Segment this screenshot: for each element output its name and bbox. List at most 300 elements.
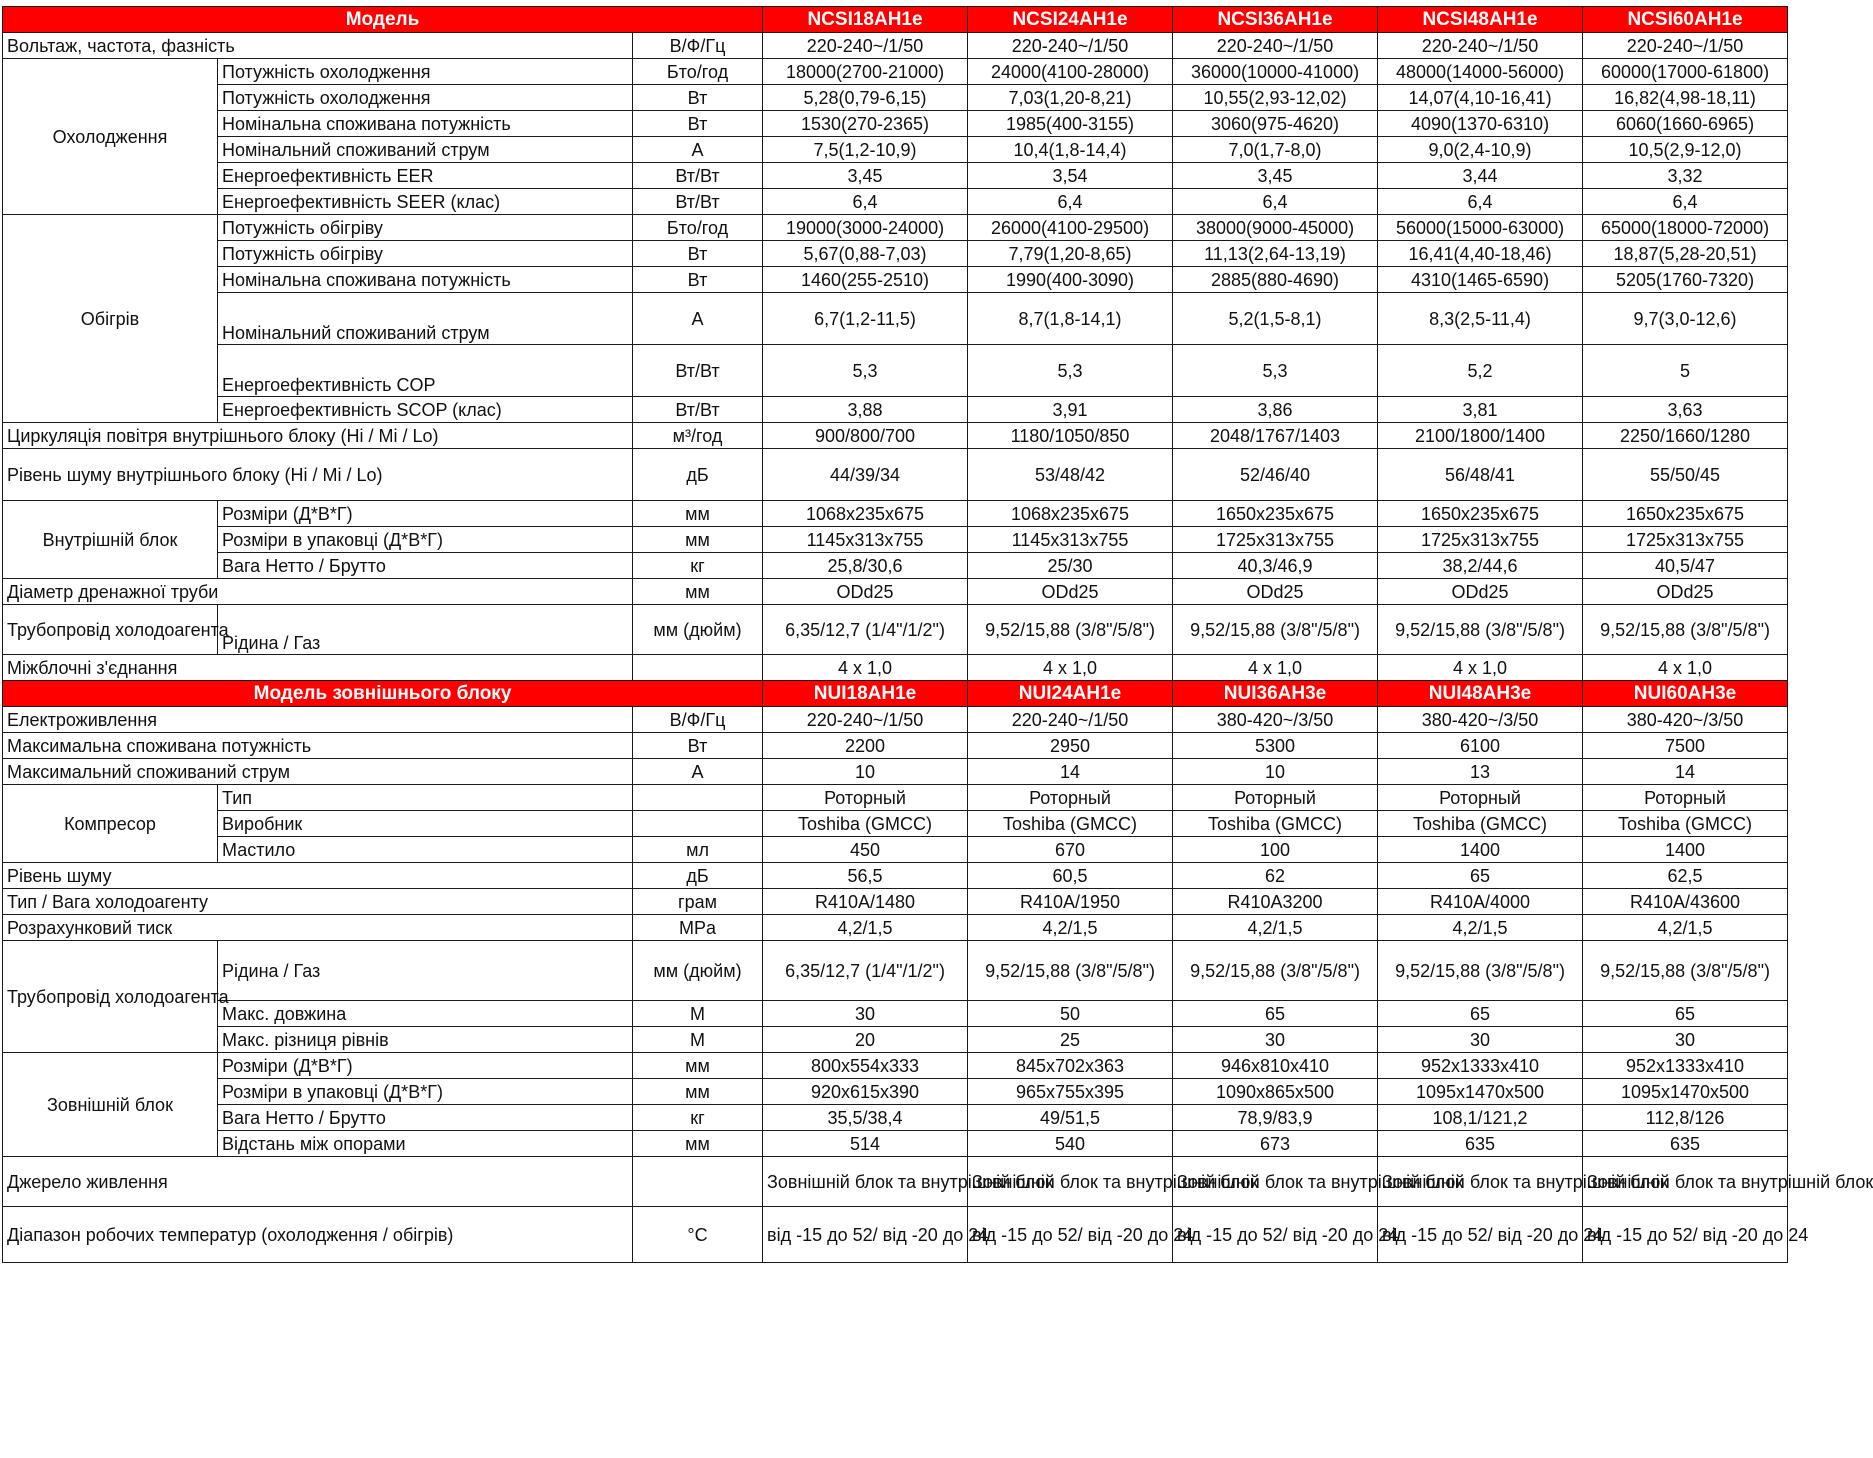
table-row bbox=[3, 1131, 1788, 1157]
cell-value: 36000(10000-41000) bbox=[1173, 59, 1378, 85]
cell-value: ODd25 bbox=[1583, 579, 1788, 605]
cell-value: 62,5 bbox=[1583, 863, 1788, 889]
cell-value: 9,7(3,0-12,6) bbox=[1583, 293, 1788, 345]
table-row bbox=[3, 553, 1788, 579]
row-unit: Вт/Вт bbox=[633, 163, 763, 189]
cell-value: 6,4 bbox=[763, 189, 968, 215]
cell-value: 4,2/1,5 bbox=[1173, 915, 1378, 941]
row-label: Потужність охолодження bbox=[218, 59, 633, 85]
cell-value: 220-240~/1/50 bbox=[968, 707, 1173, 733]
cell-value: 2100/1800/1400 bbox=[1378, 423, 1583, 449]
row-unit: °С bbox=[633, 1207, 763, 1263]
row-unit: Вт bbox=[633, 85, 763, 111]
row-label: Розрахунковий тиск bbox=[3, 915, 633, 941]
table-row bbox=[3, 733, 1788, 759]
cell-value: 2250/1660/1280 bbox=[1583, 423, 1788, 449]
row-label: Максимальна споживана потужність bbox=[3, 733, 633, 759]
specifications-table bbox=[2, 6, 1873, 1263]
cell-value: 1990(400-3090) bbox=[968, 267, 1173, 293]
cell-value: 965x755x395 bbox=[968, 1079, 1173, 1105]
cell-value: Зовнішній блок та внутрішній блок bbox=[968, 1157, 1173, 1207]
cell-value: 24000(4100-28000) bbox=[968, 59, 1173, 85]
cell-value: 4 x 1,0 bbox=[763, 655, 968, 681]
row-label: Номінальна споживана потужність bbox=[218, 111, 633, 137]
cell-value: 10,5(2,9-12,0) bbox=[1583, 137, 1788, 163]
cell-value: 1400 bbox=[1378, 837, 1583, 863]
row-unit: Вт bbox=[633, 111, 763, 137]
model-name: NCSI36AH1e bbox=[1173, 7, 1378, 33]
cell-value: 5205(1760-7320) bbox=[1583, 267, 1788, 293]
cell-value: 25/30 bbox=[968, 553, 1173, 579]
cell-value: 2950 bbox=[968, 733, 1173, 759]
table-row bbox=[3, 501, 1788, 527]
table-row bbox=[3, 889, 1788, 915]
row-label: Рідина / Газ bbox=[218, 941, 633, 1001]
cell-value: 1095x1470x500 bbox=[1583, 1079, 1788, 1105]
cell-value: 4 x 1,0 bbox=[968, 655, 1173, 681]
cell-value: 6,35/12,7 (1/4"/1/2") bbox=[763, 605, 968, 655]
table-row bbox=[3, 1001, 1788, 1027]
cell-value: 5,3 bbox=[1173, 345, 1378, 397]
outdoor-model-header-title: Модель зовнішнього блоку bbox=[3, 681, 763, 707]
table-row bbox=[3, 33, 1788, 59]
cell-value: Зовнішній блок та внутрішній блок bbox=[1583, 1157, 1788, 1207]
cell-value: 2885(880-4690) bbox=[1173, 267, 1378, 293]
table-row bbox=[3, 1157, 1788, 1207]
cell-value: 2200 bbox=[763, 733, 968, 759]
cell-value: 44/39/34 bbox=[763, 449, 968, 501]
cell-value: 56,5 bbox=[763, 863, 968, 889]
cell-value: 3,45 bbox=[1173, 163, 1378, 189]
cell-value: 11,13(2,64-13,19) bbox=[1173, 241, 1378, 267]
row-unit: мм bbox=[633, 1053, 763, 1079]
cell-value: 56/48/41 bbox=[1378, 449, 1583, 501]
row-label: Мастило bbox=[218, 837, 633, 863]
cell-value: від -15 до 52/ від -20 до 24 bbox=[763, 1207, 968, 1263]
cell-value: 30 bbox=[1173, 1027, 1378, 1053]
cell-value: 9,52/15,88 (3/8"/5/8") bbox=[1378, 941, 1583, 1001]
cell-value: 1095x1470x500 bbox=[1378, 1079, 1583, 1105]
cell-value: 1650x235x675 bbox=[1173, 501, 1378, 527]
cell-value: 60,5 bbox=[968, 863, 1173, 889]
row-label: Виробник bbox=[218, 811, 633, 837]
cell-value: 5,3 bbox=[968, 345, 1173, 397]
cell-value: R410A3200 bbox=[1173, 889, 1378, 915]
row-unit: грам bbox=[633, 889, 763, 915]
cell-value: 1400 bbox=[1583, 837, 1788, 863]
cell-value: 380-420~/3/50 bbox=[1583, 707, 1788, 733]
cell-value: 900/800/700 bbox=[763, 423, 968, 449]
row-unit: А bbox=[633, 759, 763, 785]
row-label: Міжблочні з'єднання bbox=[3, 655, 633, 681]
cell-value: Зовнішній блок та внутрішній блок bbox=[763, 1157, 968, 1207]
cell-value: 65 bbox=[1378, 1001, 1583, 1027]
cell-value: 5,67(0,88-7,03) bbox=[763, 241, 968, 267]
table-row bbox=[3, 189, 1788, 215]
table-row bbox=[3, 915, 1788, 941]
row-unit: мм bbox=[633, 501, 763, 527]
cell-value: 2048/1767/1403 bbox=[1173, 423, 1378, 449]
cell-value: 65 bbox=[1583, 1001, 1788, 1027]
cell-value: 16,82(4,98-18,11) bbox=[1583, 85, 1788, 111]
group-label-outdoor-unit: Зовнішній блок bbox=[3, 1053, 218, 1157]
cell-value: 9,52/15,88 (3/8"/5/8") bbox=[1583, 605, 1788, 655]
cell-value: 9,52/15,88 (3/8"/5/8") bbox=[1173, 605, 1378, 655]
table-row bbox=[3, 811, 1788, 837]
table-row bbox=[3, 1027, 1788, 1053]
cell-value: 450 bbox=[763, 837, 968, 863]
cell-value: 20 bbox=[763, 1027, 968, 1053]
cell-value: 4 x 1,0 bbox=[1378, 655, 1583, 681]
row-unit: мм bbox=[633, 1079, 763, 1105]
table-row bbox=[3, 837, 1788, 863]
row-label: Потужність обігріву bbox=[218, 215, 633, 241]
cell-value: 6,4 bbox=[1173, 189, 1378, 215]
row-label: Вага Нетто / Брутто bbox=[218, 1105, 633, 1131]
cell-value: 540 bbox=[968, 1131, 1173, 1157]
table-row bbox=[3, 241, 1788, 267]
table-row bbox=[3, 527, 1788, 553]
cell-value: 920x615x390 bbox=[763, 1079, 968, 1105]
group-label-refrigerant-pipes: Трубопровід холодоагента bbox=[3, 941, 218, 1053]
cell-value: 9,52/15,88 (3/8"/5/8") bbox=[968, 941, 1173, 1001]
cell-value: від -15 до 52/ від -20 до 24 bbox=[1378, 1207, 1583, 1263]
cell-value: 1090x865x500 bbox=[1173, 1079, 1378, 1105]
table-row bbox=[3, 267, 1788, 293]
row-label: Розміри (Д*В*Г) bbox=[218, 501, 633, 527]
cell-value: 14,07(4,10-16,41) bbox=[1378, 85, 1583, 111]
cell-value: 1460(255-2510) bbox=[763, 267, 968, 293]
cell-value: від -15 до 52/ від -20 до 24 bbox=[1583, 1207, 1788, 1263]
cell-value: ODd25 bbox=[1173, 579, 1378, 605]
model-name: NUI18AH1e bbox=[763, 681, 968, 707]
row-label: Циркуляція повітря внутрішнього блоку (Hi / Mi / Lo) bbox=[3, 423, 633, 449]
cell-value: 52/46/40 bbox=[1173, 449, 1378, 501]
group-label-cooling: Охолодження bbox=[3, 59, 218, 215]
cell-value: 3,86 bbox=[1173, 397, 1378, 423]
cell-value: 9,52/15,88 (3/8"/5/8") bbox=[1378, 605, 1583, 655]
group-label-heating: Обігрів bbox=[3, 215, 218, 423]
row-label: Потужність охолодження bbox=[218, 85, 633, 111]
row-label: Вольтаж, частота, фазність bbox=[3, 33, 633, 59]
cell-value: 4090(1370-6310) bbox=[1378, 111, 1583, 137]
row-unit: дБ bbox=[633, 449, 763, 501]
table-row bbox=[3, 579, 1788, 605]
cell-value: 10,4(1,8-14,4) bbox=[968, 137, 1173, 163]
table-row bbox=[3, 1053, 1788, 1079]
cell-value: 50 bbox=[968, 1001, 1173, 1027]
cell-value: 108,1/121,2 bbox=[1378, 1105, 1583, 1131]
row-unit: MPa bbox=[633, 915, 763, 941]
cell-value: 5,28(0,79-6,15) bbox=[763, 85, 968, 111]
outdoor-model-header-row bbox=[3, 681, 1788, 707]
model-header-title: Модель bbox=[3, 7, 763, 33]
cell-value: 4 x 1,0 bbox=[1173, 655, 1378, 681]
cell-value: 3,91 bbox=[968, 397, 1173, 423]
cell-value: 100 bbox=[1173, 837, 1378, 863]
cell-value: 7,79(1,20-8,65) bbox=[968, 241, 1173, 267]
cell-value: 635 bbox=[1378, 1131, 1583, 1157]
cell-value: 380-420~/3/50 bbox=[1378, 707, 1583, 733]
table-row bbox=[3, 1207, 1788, 1263]
row-unit: мм bbox=[633, 1131, 763, 1157]
indoor-model-header-row bbox=[3, 7, 1788, 33]
row-label: Розміри (Д*В*Г) bbox=[218, 1053, 633, 1079]
cell-value: 4,2/1,5 bbox=[968, 915, 1173, 941]
cell-value: 6,4 bbox=[1378, 189, 1583, 215]
cell-value: 13 bbox=[1378, 759, 1583, 785]
model-name: NCSI48AH1e bbox=[1378, 7, 1583, 33]
cell-value: ODd25 bbox=[763, 579, 968, 605]
cell-value: 7,5(1,2-10,9) bbox=[763, 137, 968, 163]
row-unit: В/Ф/Гц bbox=[633, 33, 763, 59]
row-label: Розміри в упаковці (Д*В*Г) bbox=[218, 1079, 633, 1105]
cell-value: 4,2/1,5 bbox=[1378, 915, 1583, 941]
cell-value: 60000(17000-61800) bbox=[1583, 59, 1788, 85]
row-unit: В/Ф/Гц bbox=[633, 707, 763, 733]
group-label-compressor: Компресор bbox=[3, 785, 218, 863]
cell-value: 19000(3000-24000) bbox=[763, 215, 968, 241]
row-unit bbox=[633, 811, 763, 837]
table-row bbox=[3, 59, 1788, 85]
cell-value: 5 bbox=[1583, 345, 1788, 397]
cell-value: 53/48/42 bbox=[968, 449, 1173, 501]
cell-value: 9,52/15,88 (3/8"/5/8") bbox=[1173, 941, 1378, 1001]
row-label: Тип bbox=[218, 785, 633, 811]
cell-value: 30 bbox=[763, 1001, 968, 1027]
cell-value: 6100 bbox=[1378, 733, 1583, 759]
cell-value: 5,2 bbox=[1378, 345, 1583, 397]
row-unit: А bbox=[633, 293, 763, 345]
row-unit: Вт/Вт bbox=[633, 397, 763, 423]
row-label: Рівень шуму bbox=[3, 863, 633, 889]
row-label: Вага Нетто / Брутто bbox=[218, 553, 633, 579]
cell-value: 1530(270-2365) bbox=[763, 111, 968, 137]
table-row bbox=[3, 1105, 1788, 1131]
cell-value: 30 bbox=[1378, 1027, 1583, 1053]
cell-value: R410A/1950 bbox=[968, 889, 1173, 915]
model-name: NCSI24AH1e bbox=[968, 7, 1173, 33]
cell-value: 5,2(1,5-8,1) bbox=[1173, 293, 1378, 345]
cell-value: 220-240~/1/50 bbox=[1173, 33, 1378, 59]
cell-value: 9,52/15,88 (3/8"/5/8") bbox=[968, 605, 1173, 655]
row-label: Енергоефективність COP bbox=[218, 345, 633, 397]
cell-value: 220-240~/1/50 bbox=[968, 33, 1173, 59]
table-row bbox=[3, 423, 1788, 449]
model-name: NCSI60AH1e bbox=[1583, 7, 1788, 33]
model-name: NUI48AH3e bbox=[1378, 681, 1583, 707]
cell-value: 3060(975-4620) bbox=[1173, 111, 1378, 137]
spec-sheet bbox=[2, 6, 1873, 1263]
cell-value: 6060(1660-6965) bbox=[1583, 111, 1788, 137]
cell-value: 800x554x333 bbox=[763, 1053, 968, 1079]
row-label: Енергоефективність SEER (клас) bbox=[218, 189, 633, 215]
cell-value: 4,2/1,5 bbox=[763, 915, 968, 941]
model-name: NUI36AH3e bbox=[1173, 681, 1378, 707]
cell-value: Роторный bbox=[1378, 785, 1583, 811]
row-label: Номінальна споживана потужність bbox=[218, 267, 633, 293]
cell-value: 220-240~/1/50 bbox=[763, 33, 968, 59]
row-unit: А bbox=[633, 137, 763, 163]
cell-value: 1650x235x675 bbox=[1378, 501, 1583, 527]
cell-value: 78,9/83,9 bbox=[1173, 1105, 1378, 1131]
cell-value: 56000(15000-63000) bbox=[1378, 215, 1583, 241]
row-unit: мм bbox=[633, 579, 763, 605]
row-label: Номінальний споживаний струм bbox=[218, 137, 633, 163]
row-label: Тип / Вага холодоагенту bbox=[3, 889, 633, 915]
cell-value: 3,54 bbox=[968, 163, 1173, 189]
table-row bbox=[3, 605, 1788, 655]
cell-value: 4 x 1,0 bbox=[1583, 655, 1788, 681]
table-row bbox=[3, 345, 1788, 397]
cell-value: 3,81 bbox=[1378, 397, 1583, 423]
cell-value: 65 bbox=[1378, 863, 1583, 889]
group-label-refrigerant-pipes: Трубопровід холодоагента bbox=[3, 605, 218, 655]
cell-value: Роторный bbox=[1173, 785, 1378, 811]
cell-value: 40,3/46,9 bbox=[1173, 553, 1378, 579]
row-unit: Вт bbox=[633, 733, 763, 759]
cell-value: 1180/1050/850 bbox=[968, 423, 1173, 449]
row-label: Макс. довжина bbox=[218, 1001, 633, 1027]
row-unit bbox=[633, 655, 763, 681]
cell-value: 635 bbox=[1583, 1131, 1788, 1157]
row-label: Розміри в упаковці (Д*В*Г) bbox=[218, 527, 633, 553]
cell-value: Зовнішній блок та внутрішній блок bbox=[1378, 1157, 1583, 1207]
cell-value: 26000(4100-29500) bbox=[968, 215, 1173, 241]
cell-value: 10 bbox=[1173, 759, 1378, 785]
cell-value: 1725x313x755 bbox=[1378, 527, 1583, 553]
table-row bbox=[3, 655, 1788, 681]
cell-value: Зовнішній блок та внутрішній блок bbox=[1173, 1157, 1378, 1207]
cell-value: 9,52/15,88 (3/8"/5/8") bbox=[1583, 941, 1788, 1001]
cell-value: 8,3(2,5-11,4) bbox=[1378, 293, 1583, 345]
cell-value: 10 bbox=[763, 759, 968, 785]
cell-value: 55/50/45 bbox=[1583, 449, 1788, 501]
cell-value: від -15 до 52/ від -20 до 24 bbox=[968, 1207, 1173, 1263]
cell-value: 3,63 bbox=[1583, 397, 1788, 423]
row-label: Енергоефективність EER bbox=[218, 163, 633, 189]
row-label: Номінальний споживаний струм bbox=[218, 293, 633, 345]
row-unit: М bbox=[633, 1027, 763, 1053]
cell-value: від -15 до 52/ від -20 до 24 bbox=[1173, 1207, 1378, 1263]
cell-value: Toshiba (GMCC) bbox=[968, 811, 1173, 837]
table-row bbox=[3, 137, 1788, 163]
cell-value: 62 bbox=[1173, 863, 1378, 889]
table-row bbox=[3, 163, 1788, 189]
cell-value: 6,4 bbox=[1583, 189, 1788, 215]
cell-value: 6,4 bbox=[968, 189, 1173, 215]
row-unit: кг bbox=[633, 553, 763, 579]
row-label: Діаметр дренажної труби bbox=[3, 579, 633, 605]
table-row bbox=[3, 215, 1788, 241]
cell-value: ODd25 bbox=[1378, 579, 1583, 605]
cell-value: 35,5/38,4 bbox=[763, 1105, 968, 1131]
cell-value: 65000(18000-72000) bbox=[1583, 215, 1788, 241]
table-row bbox=[3, 707, 1788, 733]
cell-value: 65 bbox=[1173, 1001, 1378, 1027]
row-label: Енергоефективність SCOP (клас) bbox=[218, 397, 633, 423]
cell-value: 25 bbox=[968, 1027, 1173, 1053]
cell-value: 1985(400-3155) bbox=[968, 111, 1173, 137]
row-unit: Бто/год bbox=[633, 215, 763, 241]
cell-value: 49/51,5 bbox=[968, 1105, 1173, 1131]
model-name: NCSI18AH1e bbox=[763, 7, 968, 33]
row-unit: мм (дюйм) bbox=[633, 605, 763, 655]
cell-value: 4310(1465-6590) bbox=[1378, 267, 1583, 293]
row-label: Діапазон робочих температур (охолодження / обігрів) bbox=[3, 1207, 633, 1263]
cell-value: 946x810x410 bbox=[1173, 1053, 1378, 1079]
cell-value: 1068x235x675 bbox=[763, 501, 968, 527]
table-row bbox=[3, 111, 1788, 137]
row-label: Максимальний споживаний струм bbox=[3, 759, 633, 785]
row-label: Відстань між опорами bbox=[218, 1131, 633, 1157]
table-row bbox=[3, 293, 1788, 345]
table-row bbox=[3, 941, 1788, 1001]
row-unit: кг bbox=[633, 1105, 763, 1131]
table-row bbox=[3, 863, 1788, 889]
cell-value: 673 bbox=[1173, 1131, 1378, 1157]
row-label: Електроживлення bbox=[3, 707, 633, 733]
cell-value: Toshiba (GMCC) bbox=[763, 811, 968, 837]
cell-value: Toshiba (GMCC) bbox=[1583, 811, 1788, 837]
cell-value: 1145x313x755 bbox=[968, 527, 1173, 553]
group-label-indoor-unit: Внутрішній блок bbox=[3, 501, 218, 579]
row-unit bbox=[633, 1157, 763, 1207]
row-unit: мл bbox=[633, 837, 763, 863]
table-row bbox=[3, 85, 1788, 111]
row-unit: Бто/год bbox=[633, 59, 763, 85]
cell-value: 38000(9000-45000) bbox=[1173, 215, 1378, 241]
cell-value: 14 bbox=[1583, 759, 1788, 785]
row-label: Джерело живлення bbox=[3, 1157, 633, 1207]
cell-value: Toshiba (GMCC) bbox=[1378, 811, 1583, 837]
row-unit bbox=[633, 785, 763, 811]
cell-value: 48000(14000-56000) bbox=[1378, 59, 1583, 85]
cell-value: 3,32 bbox=[1583, 163, 1788, 189]
cell-value: 952x1333x410 bbox=[1583, 1053, 1788, 1079]
cell-value: Toshiba (GMCC) bbox=[1173, 811, 1378, 837]
row-unit: мм bbox=[633, 527, 763, 553]
row-label: Рівень шуму внутрішнього блоку (Hi / Mi / Lo) bbox=[3, 449, 633, 501]
cell-value: R410A/43600 bbox=[1583, 889, 1788, 915]
cell-value: 3,88 bbox=[763, 397, 968, 423]
row-label: Макс. різниця рівнів bbox=[218, 1027, 633, 1053]
cell-value: Роторный bbox=[968, 785, 1173, 811]
cell-value: 5300 bbox=[1173, 733, 1378, 759]
cell-value: 6,7(1,2-11,5) bbox=[763, 293, 968, 345]
cell-value: 6,35/12,7 (1/4"/1/2") bbox=[763, 941, 968, 1001]
cell-value: 14 bbox=[968, 759, 1173, 785]
cell-value: 40,5/47 bbox=[1583, 553, 1788, 579]
cell-value: 7500 bbox=[1583, 733, 1788, 759]
cell-value: 952x1333x410 bbox=[1378, 1053, 1583, 1079]
row-unit: дБ bbox=[633, 863, 763, 889]
cell-value: 3,45 bbox=[763, 163, 968, 189]
cell-value: 18,87(5,28-20,51) bbox=[1583, 241, 1788, 267]
cell-value: 1145x313x755 bbox=[763, 527, 968, 553]
cell-value: 1068x235x675 bbox=[968, 501, 1173, 527]
cell-value: 112,8/126 bbox=[1583, 1105, 1788, 1131]
cell-value: 220-240~/1/50 bbox=[763, 707, 968, 733]
cell-value: R410A/1480 bbox=[763, 889, 968, 915]
cell-value: 7,03(1,20-8,21) bbox=[968, 85, 1173, 111]
cell-value: 1725x313x755 bbox=[1173, 527, 1378, 553]
cell-value: Роторный bbox=[1583, 785, 1788, 811]
cell-value: 3,44 bbox=[1378, 163, 1583, 189]
table-row bbox=[3, 759, 1788, 785]
cell-value: 380-420~/3/50 bbox=[1173, 707, 1378, 733]
cell-value: 16,41(4,40-18,46) bbox=[1378, 241, 1583, 267]
